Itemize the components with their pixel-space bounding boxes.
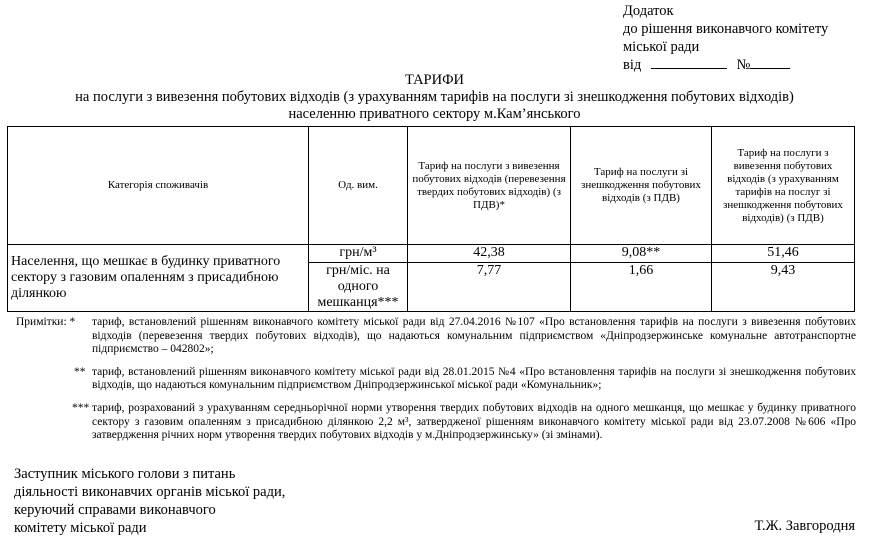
tariffs-table [7, 126, 855, 312]
header-tariff-removal: Тариф на послуги з вивезення побутових відходів (перевезення твердих побутових відходів) (з ПДВ)* [408, 127, 571, 245]
annex-line-1: до рішення виконавчого комітету [623, 21, 829, 37]
unit-cell: грн/м³ [309, 245, 408, 263]
note-3 [16, 402, 856, 443]
heading-line-1: на послуги з вивезення побутових відходів (з урахуванням тарифів на послуги зі знешкодження побутових відходів) [75, 89, 794, 105]
category-cell: Населення, що мешкає в будинку приватного сектору з газовим опаленням з присадибною ділянкою [8, 245, 309, 312]
annex-line-2: міської ради [623, 39, 700, 55]
annex-from-label: від [623, 57, 642, 73]
signature-line-3: керуючий справами виконавчого [14, 502, 216, 518]
heading-title: ТАРИФИ [404, 72, 465, 88]
header-unit: Од. вим. [309, 127, 408, 245]
signer-name: Т.Ж. Завгородня [754, 518, 855, 534]
date-blank [651, 56, 727, 69]
signature-line-1: Заступник міського голови з питань [14, 466, 236, 482]
document-heading [0, 72, 869, 123]
value-cell: 51,46 [712, 245, 855, 263]
header-tariff-total: Тариф на послуги з вивезення побутових відходів (з урахуванням тарифів на послуг зі знешкодження побутових відходів) (з ПДВ) [712, 127, 855, 245]
value-cell: 42,38 [408, 245, 571, 263]
signature-block [14, 465, 285, 537]
note-3-text: тариф, розрахований з урахуванням середньорічної норми утворення твердих побутових відходів на одного мешканця, що мешкає у будинку приватного сектору з газовим опаленням з присадибною ділянкою 2,2 м³, затвердженої рішенням виконавчого комітету міської ради від 23.07.2008 №606 «Про затвердження річних норм утворення твердих побутових відходів у м.Дніпродзержинську» (зі змінами). [92, 401, 856, 442]
annex-title: Додаток [623, 3, 674, 19]
number-blank [750, 56, 790, 69]
table-row [8, 245, 855, 263]
header-tariff-disposal: Тариф на послуги зі знешкодження побутових відходів (з ПДВ) [571, 127, 712, 245]
note-1-text: тариф, встановлений рішенням виконавчого комітету міської ради від 27.04.2016 №107 «Про встановлення тарифів на послуги з вивезення побутових відходів (перевезення твердих побутових відходів), що надаються комунальним підприємством «Дніпродзержинське комунальне автотранспортне підприємство – 042802»; [92, 316, 856, 356]
notes-label: Примітки: [16, 316, 67, 328]
note-3-mark: *** [72, 401, 90, 414]
notes-section [16, 316, 856, 452]
signature-line-2: діяльності виконавчих органів міської ради, [14, 484, 286, 500]
heading-line-2: населенню приватного сектору м.Кам’янського [288, 106, 581, 122]
annex-block [623, 2, 828, 74]
value-cell: 7,77 [408, 263, 571, 312]
table-header-row [8, 127, 855, 245]
unit-cell: грн/міс. на одного мешканця*** [309, 263, 408, 312]
note-1 [16, 316, 856, 357]
note-2-mark: ** [74, 365, 86, 378]
note-1-mark: * [69, 316, 76, 328]
header-category: Категорія споживачів [8, 127, 309, 245]
value-cell: 9,08** [571, 245, 712, 263]
value-cell: 9,43 [712, 263, 855, 312]
note-2-text: тариф, встановлений рішенням виконавчого комітету міської ради від 28.01.2015 №4 «Про встановлення тарифів на послуги зі знешкодження побутових відходів, що надаються комунальним підприємством Дніпродзержинської міської ради «Комунальник»; [92, 365, 856, 392]
annex-number-label: № [736, 57, 751, 73]
note-2 [16, 366, 856, 393]
signature-line-4: комітету міської ради [14, 520, 147, 536]
value-cell: 1,66 [571, 263, 712, 312]
